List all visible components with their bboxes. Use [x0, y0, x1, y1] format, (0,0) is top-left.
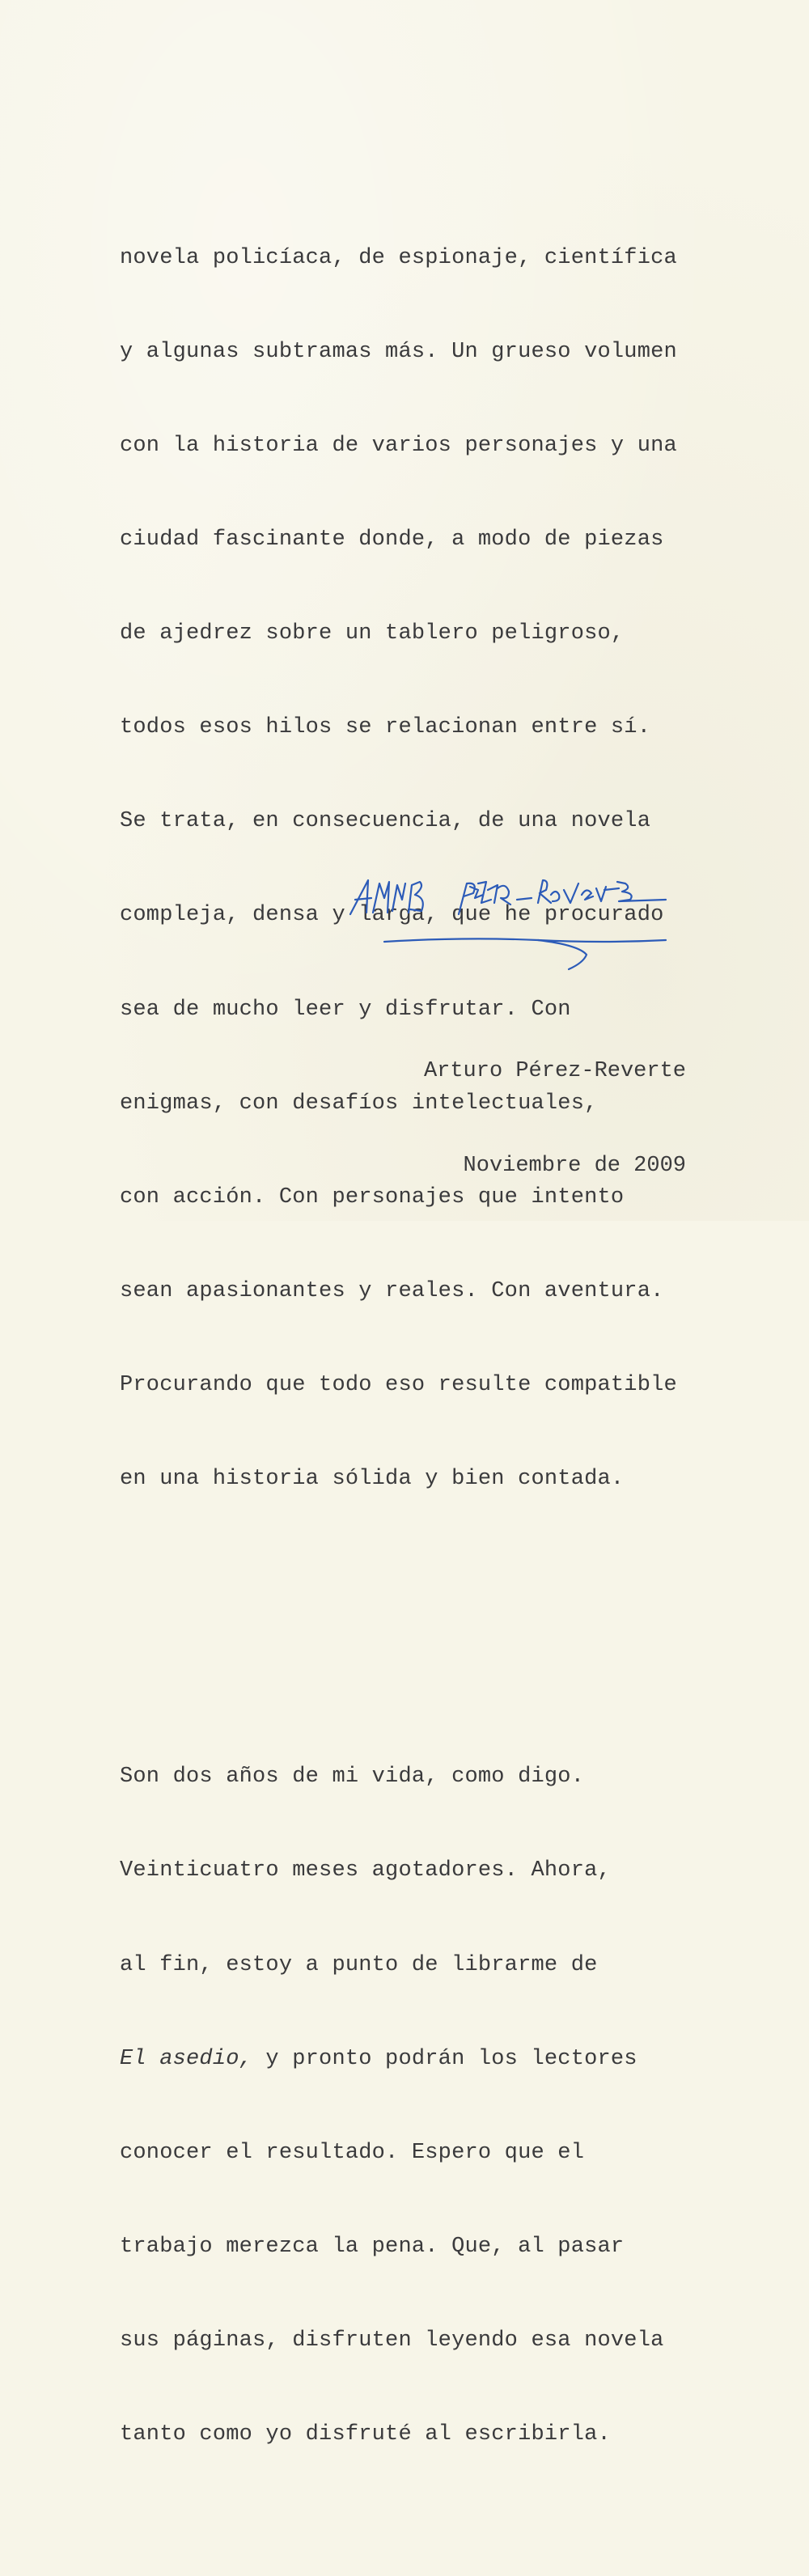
- text-line: todos esos hilos se relacionan entre sí.: [120, 715, 651, 740]
- paragraph-2: [120, 1699, 702, 2513]
- text-line: con la historia de varios personajes y una: [120, 434, 677, 458]
- text-line: y algunas subtramas más. Un grueso volumen: [120, 339, 677, 364]
- text-line: novela policíaca, de espionaje, científica: [120, 245, 677, 270]
- text-line: sus páginas, disfruten leyendo esa novela: [120, 2328, 664, 2353]
- text-line: de ajedrez sobre un tablero peligroso,: [120, 621, 625, 646]
- signature-flourish: [538, 940, 587, 969]
- text-line: tanto como yo disfruté al escribirla.: [120, 2422, 611, 2447]
- text-line: conocer el resultado. Espero que el: [120, 2140, 585, 2165]
- paragraph-spacer: [120, 1621, 702, 1637]
- text-line: sean apasionantes y reales. Con aventura.: [120, 1278, 664, 1303]
- text-line: Veinticuatro meses agotadores. Ahora,: [120, 1858, 611, 1883]
- text-line: Se trata, en consecuencia, de una novela: [120, 809, 651, 834]
- book-title: El asedio,: [120, 2046, 253, 2071]
- text-line: Son dos años de mi vida, como digo.: [120, 1765, 585, 1790]
- text-line: ciudad fascinante donde, a modo de piezas: [120, 527, 664, 553]
- author-name: Arturo Pérez-Reverte: [423, 1059, 686, 1084]
- signature-stroke: [350, 880, 423, 914]
- text-fragment: y pronto podrán los lectores: [252, 2046, 637, 2071]
- closing-block: [424, 994, 686, 1244]
- text-line: enigmas, con desafíos intelectuales,: [120, 1091, 598, 1116]
- text-line: Procurando que todo eso resulte compatible: [120, 1372, 677, 1397]
- text-line: al fin, estoy a punto de librarme de: [120, 1952, 598, 1977]
- signature-underline: [384, 938, 666, 942]
- text-line: en una historia sólida y bien contada.: [120, 1467, 625, 1492]
- text-line: [120, 2044, 702, 2075]
- signature: [344, 866, 676, 971]
- closing-date: Noviembre de 2009: [463, 1153, 686, 1178]
- letter-body: [120, 117, 702, 2576]
- text-line: compleja, densa y larga, que he procurado: [120, 903, 664, 928]
- text-line: sea de mucho leer y disfrutar. Con: [120, 997, 571, 1022]
- text-line: con acción. Con personajes que intento: [120, 1184, 625, 1210]
- text-line: trabajo merezca la pena. Que, al pasar: [120, 2234, 625, 2259]
- signature-stroke: [459, 880, 666, 914]
